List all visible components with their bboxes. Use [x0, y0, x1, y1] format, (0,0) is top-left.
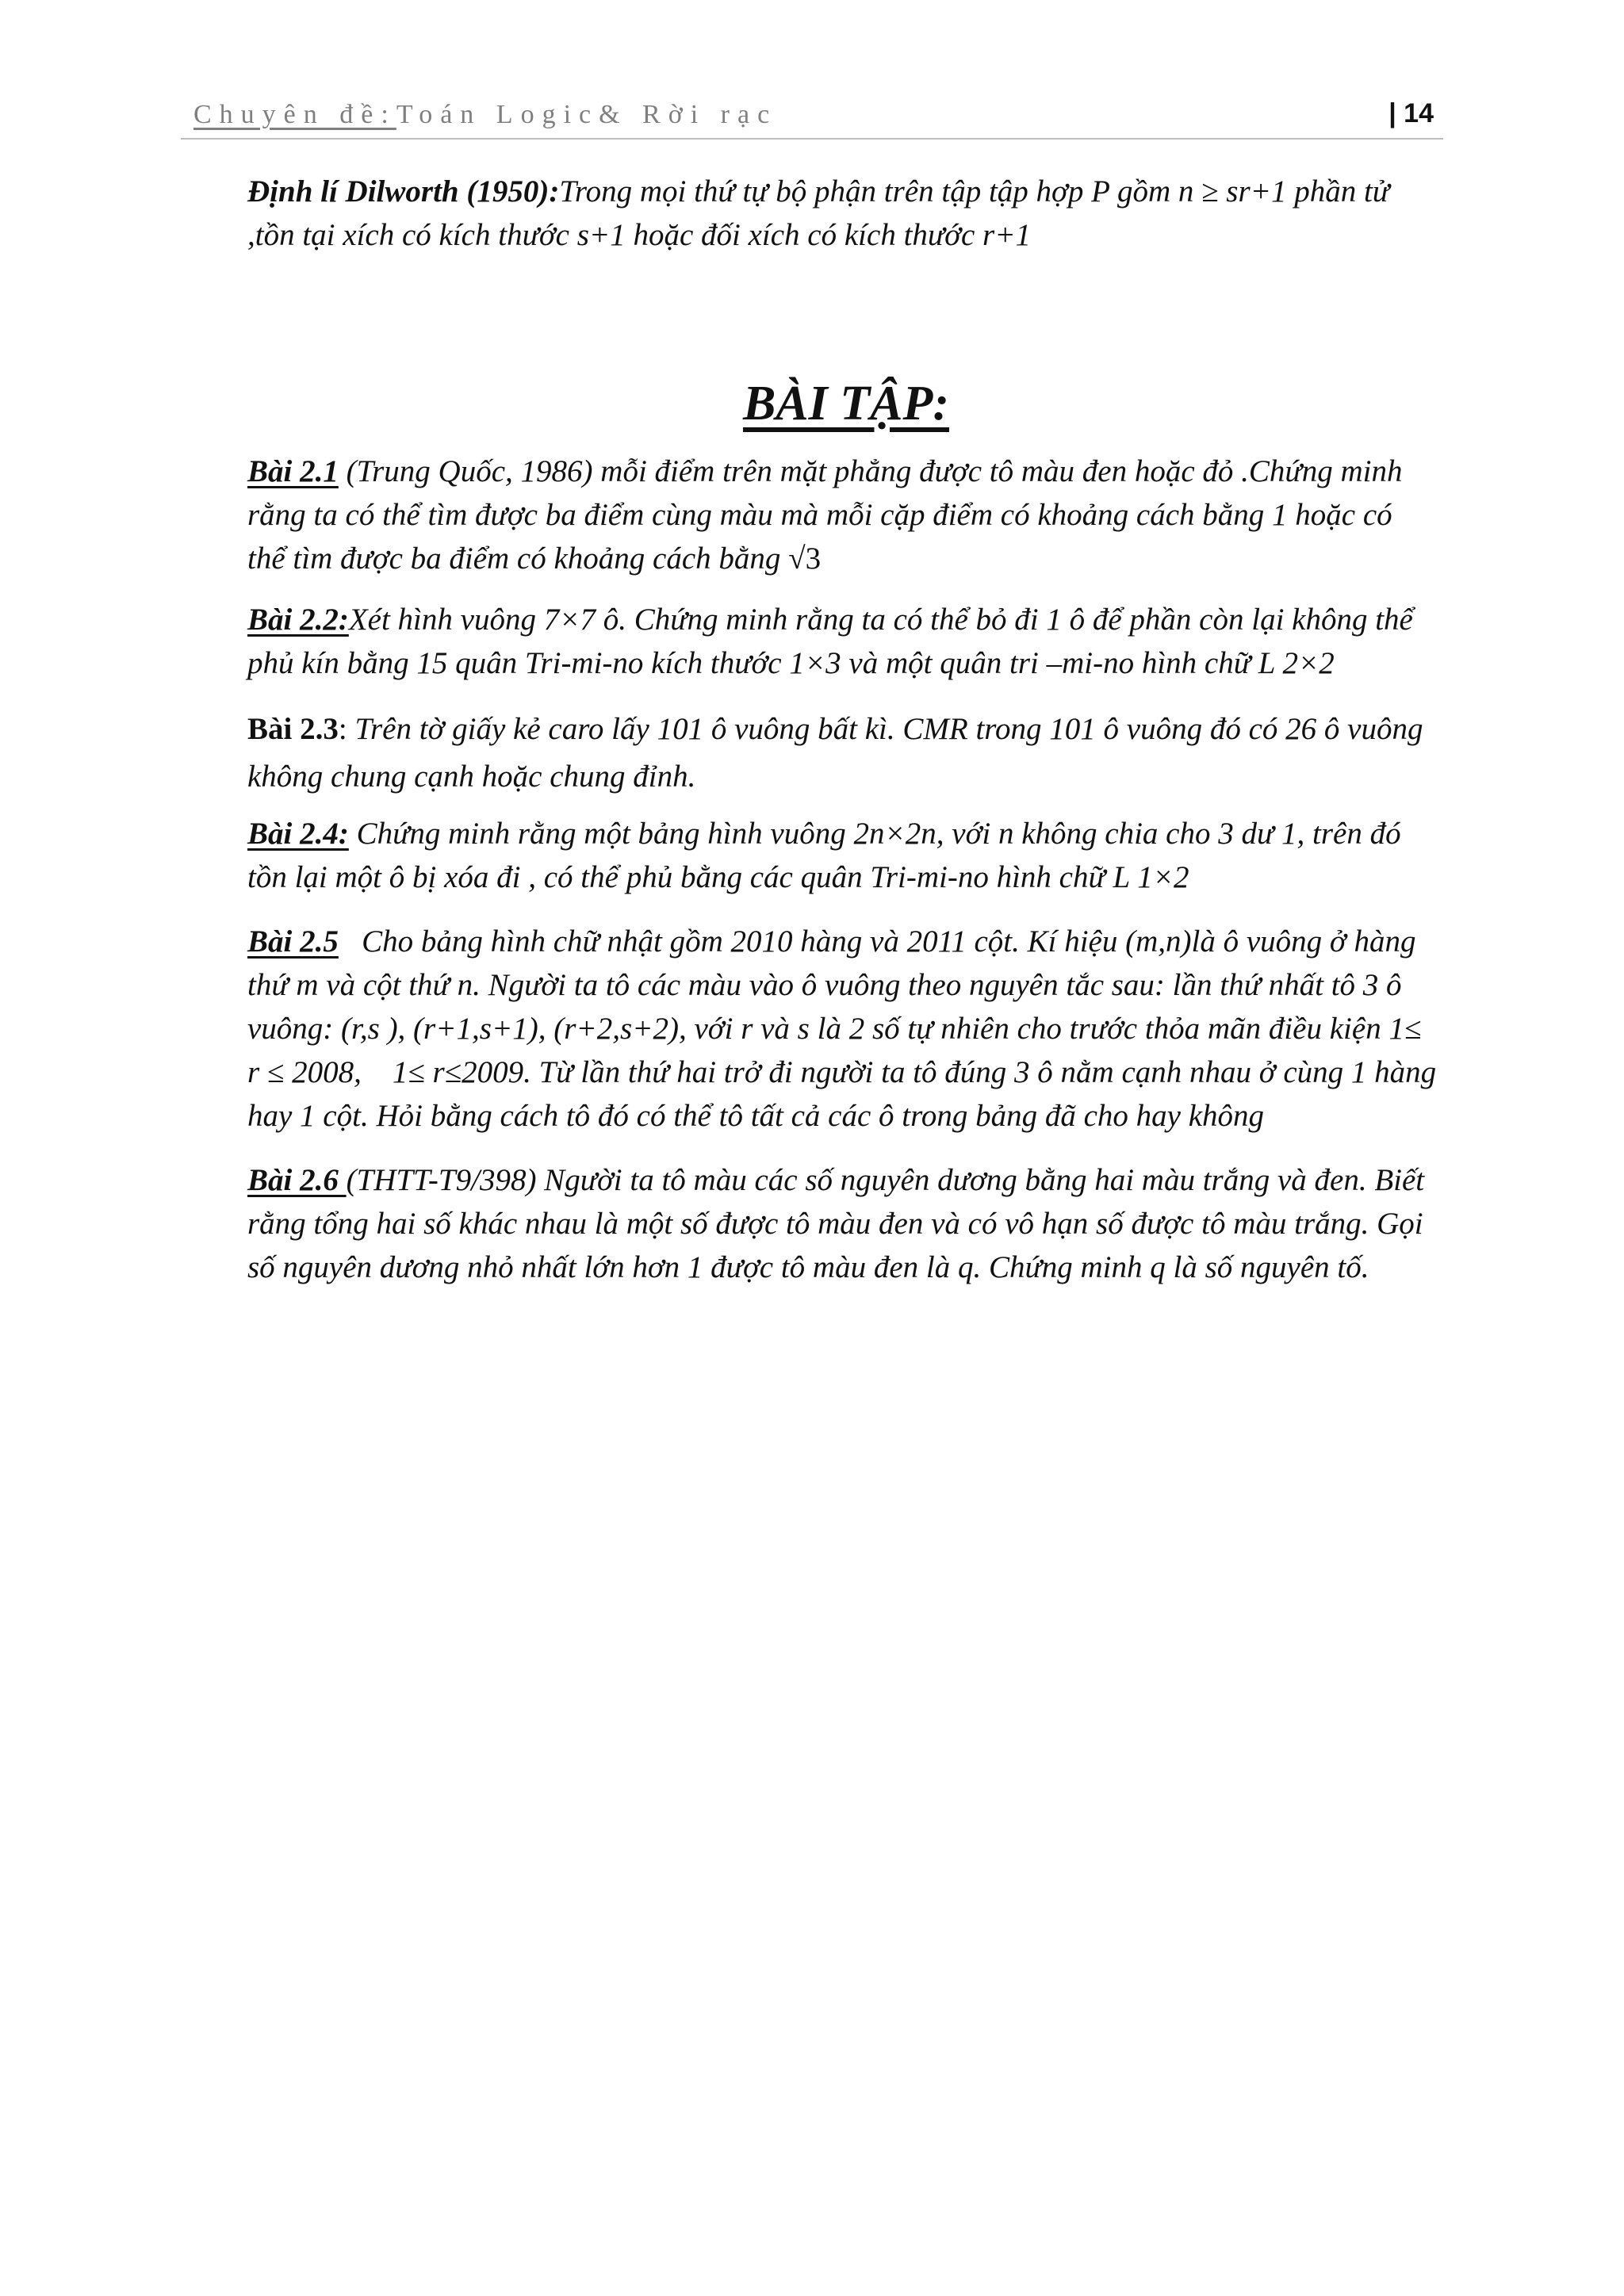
exercise-2-6 — [247, 1158, 1437, 1289]
exercise-text: Chứng minh rằng một bảng hình vuông 2n×2n, với n không chia cho 3 dư 1, trên đó tồn lại một ô bị xóa đi , có thể phủ bằng các quân Tri-mi-no hình chữ L 1×2 — [247, 817, 1401, 894]
exercise-label: Bài 2.3 — [247, 712, 339, 746]
exercise-2-1 — [247, 450, 1437, 580]
theorem-text: Trong mọi thứ tự bộ phận trên tập tập hợp P gồm n ≥ sr+1 phần tử ,tồn tại xích có kích thước s+1 hoặc đối xích có kích thước r+1 — [247, 174, 1390, 252]
exercise-label: Bài 2.5 — [247, 924, 339, 959]
exercise-text: Trên tờ giấy kẻ caro lấy 101 ô vuông bất kì. CMR trong 101 ô vuông đó có 26 ô vuông không chung cạnh hoặc chung đỉnh. — [247, 712, 1423, 794]
exercise-text: (Trung Quốc, 1986) mỗi điểm trên mặt phẳng được tô màu đen hoặc đỏ .Chứng minh rằng ta có thể tìm được ba điểm cùng màu mà mỗi cặp điểm có khoảng cách bằng 1 hoặc có thể tìm được ba điểm có khoảng cách bằng — [247, 454, 1403, 576]
exercise-label: Bài 2.6 — [247, 1163, 347, 1197]
header-title — [193, 100, 777, 130]
exercise-text: Xét hình vuông 7×7 ô. Chứng minh rằng ta có thể bỏ đi 1 ô để phần còn lại không thể phủ kín bằng 15 quân Tri-mi-no kích thước 1×3 và một quân tri –mi-no hình chữ L 2×2 — [247, 603, 1413, 680]
exercise-label: Bài 2.2: — [247, 603, 349, 637]
section-title: BÀI TẬP: — [742, 377, 950, 430]
sqrt-three: √3 — [788, 541, 822, 576]
exercise-2-3 — [247, 706, 1437, 801]
page-number: | 14 — [1388, 98, 1434, 128]
theorem-label: Định lí Dilworth (1950): — [247, 174, 560, 209]
header-title-subject: Toán Logic& Rời rạc — [396, 100, 778, 129]
exercise-2-4 — [247, 812, 1437, 899]
exercise-2-5 — [247, 920, 1444, 1138]
exercise-text: (THTT-T9/398) Người ta tô màu các số nguyên dương bằng hai màu trắng và đen. Biết rằng tổng hai số khác nhau là một số được tô màu đen và có vô hạn số được tô màu trắng. Gọi số nguyên dương nhỏ nhất lớn hơn 1 được tô màu đen là q. Chứng minh q là số nguyên tố. — [247, 1163, 1425, 1284]
exercise-label: Bài 2.4: — [247, 817, 349, 851]
exercise-2-2 — [247, 598, 1437, 685]
exercise-text: Cho bảng hình chữ nhật gồm 2010 hàng và 2011 cột. Kí hiệu (m,n)là ô vuông ở hàng thứ m và cột thứ n. Người ta tô các màu vào ô vuông theo nguyên tắc sau: lần thứ nhất tô 3 ô vuông: (r,s ), (r+1,s+1), (r+2,s+2), với r và s là 2 số tự nhiên cho trước thỏa mãn điều kiện 1≤ r ≤ 2008, 1≤ r≤2009. Từ lần thứ hai trở đi người ta tô đúng 3 ô nằm cạnh nhau ở cùng 1 hàng hay 1 cột. Hỏi bằng cách tô đó có thể tô tất cả các ô trong bảng đã cho hay không — [247, 924, 1444, 1133]
header-divider — [181, 138, 1443, 140]
theorem-paragraph — [247, 170, 1437, 257]
page-header — [181, 94, 1443, 141]
exercise-separator: : — [338, 712, 355, 746]
exercise-label: Bài 2.1 — [247, 454, 339, 488]
page-content — [247, 170, 1444, 1289]
header-title-topic: Chuyên đề: — [193, 100, 396, 129]
